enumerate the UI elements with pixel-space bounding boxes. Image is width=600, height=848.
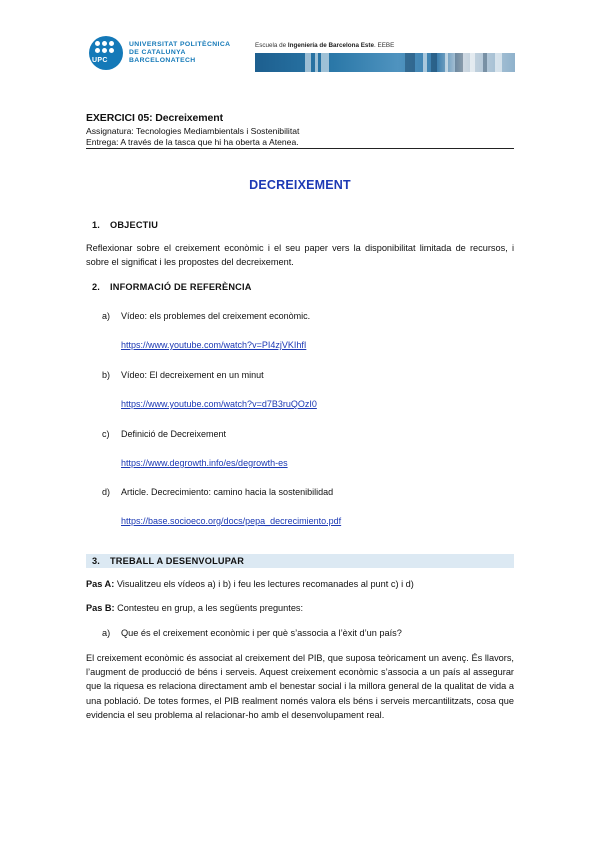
- section-heading-objectiu: 1. OBJECTIU: [92, 220, 159, 230]
- header-divider: [86, 148, 514, 149]
- school-name: Escuela de Ingeniería de Barcelona Este. EEBE: [255, 42, 395, 49]
- reference-item: d) Article. Decrecimiento: camino hacia la sostenibilidad: [102, 487, 334, 497]
- section-heading-referencia: 2. INFORMACIÓ DE REFERÈNCIA: [92, 282, 252, 292]
- school-banner-image: [255, 53, 515, 72]
- reference-link[interactable]: https://www.degrowth.info/es/degrowth-es: [121, 458, 288, 468]
- question-item: a) Que és el creixement econòmic i per què s’associa a l’èxit d’un país?: [102, 628, 402, 638]
- exercise-subject: Assignatura: Tecnologies Mediambientals i Sostenibilitat: [86, 126, 300, 136]
- answer-text: El creixement econòmic és associat al creixement del PIB, que suposa teòricament un avenç. És llavors, l’augment de producció de béns i serveis. Aquest creixement econòmic s’associa a un país al assegurar que la riquesa es relaciona directament amb el benestar social i la millora general de la qualitat de vida a una població. De totes formes, el PIB realment només valora els béns i serveis mercantilitzats, cosa que evidencia el seu problema al relacionar-ho amb el desenvolupament real.: [86, 653, 514, 720]
- upc-acronym: UPC: [92, 57, 108, 64]
- reference-item: a) Vídeo: els problemes del creixement econòmic.: [102, 311, 311, 321]
- upc-emblem-icon: [89, 36, 123, 70]
- upc-name-line: UNIVERSITAT POLITÈCNICA: [129, 40, 231, 48]
- reference-link[interactable]: https://base.socioeco.org/docs/pepa_decrecimiento.pdf: [121, 516, 342, 526]
- upc-name-line: DE CATALUNYA: [129, 48, 186, 56]
- reference-link[interactable]: https://www.youtube.com/watch?v=d7B3ruQOzI0: [121, 399, 317, 409]
- section-heading-treball: 3. TREBALL A DESENVOLUPAR: [92, 556, 245, 566]
- upc-name: [129, 41, 230, 66]
- reference-item: c) Definició de Decreixement: [102, 429, 227, 439]
- objectiu-text: Reflexionar sobre el creixement econòmic i el seu paper vers la disponibilitat limitada de recursos, i sobre el significat i les propostes del decreixement.: [86, 243, 514, 268]
- page-title: DECREIXEMENT: [249, 178, 351, 192]
- upc-name-line: BARCELONATECH: [129, 57, 196, 65]
- exercise-delivery: Entrega: A través de la tasca que hi ha oberta a Atenea.: [86, 137, 299, 147]
- reference-item: b) Vídeo: El decreixement en un minut: [102, 370, 264, 380]
- exercise-title: EXERCICI 05: Decreixement: [86, 112, 223, 124]
- pas-a: Pas A: Visualitzeu els vídeos a) i b) i feu les lectures recomanades al punt c) i d): [86, 579, 414, 589]
- reference-link[interactable]: https://www.youtube.com/watch?v=PI4zjVKIhfI: [121, 340, 307, 350]
- school-header: [255, 42, 515, 72]
- pas-b: Pas B: Contesteu en grup, a les següents preguntes:: [86, 603, 304, 613]
- upc-logo: [89, 36, 230, 70]
